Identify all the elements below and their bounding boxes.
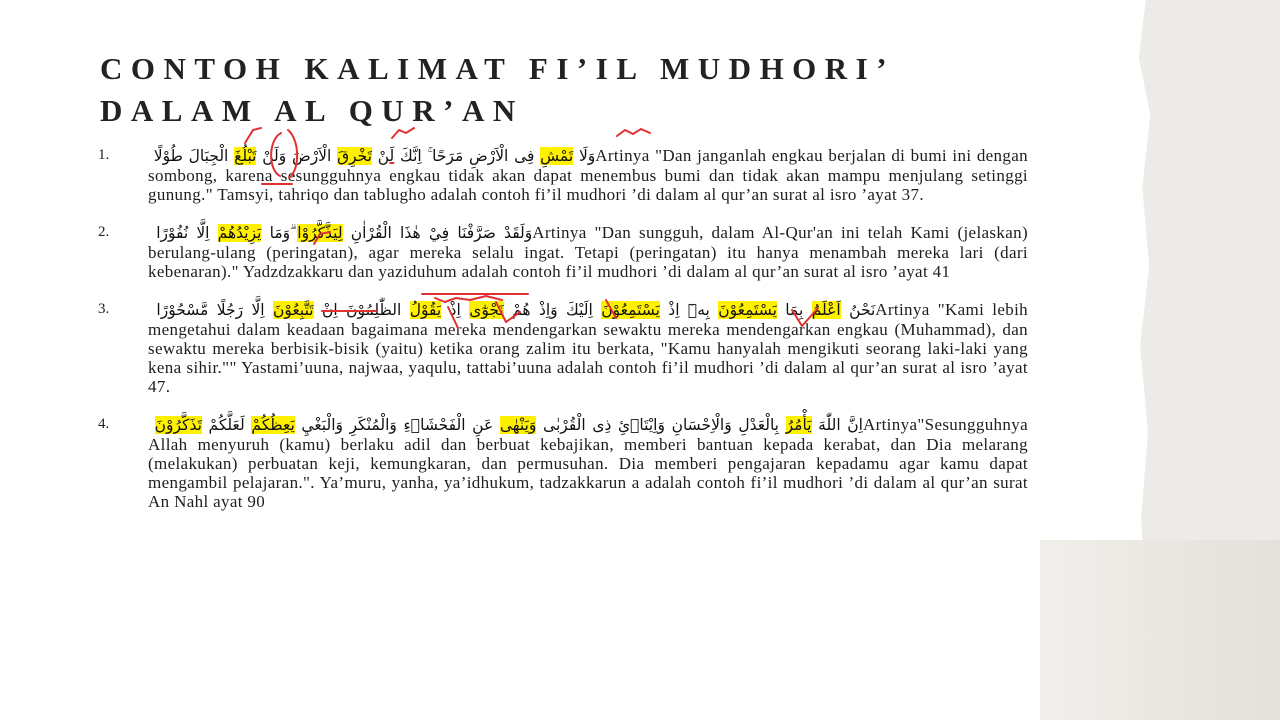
highlighted-verb: تَمْشِ — [540, 147, 574, 165]
item-number: 2. — [98, 224, 110, 240]
translation-text: Artinya"Sesungguhnya Allah menyuruh (kamu) berlaku adil dan berbuat kebajikan, memberi bantuan kepada kerabat, dan Dia melarang (melakukan) perbuatan keji, kemungkaran, dan permusuhan. Dia memberi pengajaran kepadamu agar kamu dapat mengambil pelajaran.". Ya’muru, yanha, ya’idhukum, tadzakkarun a adalah contoh fi’il mudhori ’di dalam al qur’an surat An Nahl ayat 90 — [148, 415, 1028, 511]
arabic-segment: بِالْعَدْلِ وَالْاِحْسَانِ وَاِيْتَاۤئِ ذِى الْقُرْبٰى — [536, 416, 786, 434]
example-item-1 — [98, 146, 1028, 204]
item-number: 1. — [98, 147, 110, 163]
highlighted-verb: يَسْتَمِعُوْنَ — [601, 301, 660, 319]
arabic-verse — [148, 301, 875, 319]
highlighted-verb: تَبْلُغَ — [234, 147, 257, 165]
arabic-segment: عَنِ الْفَحْشَاۤءِ وَالْمُنْكَرِ وَالْبَغْيِ — [294, 416, 500, 434]
translation-text: Artinya "Kami lebih mengetahui dalam keadaan bagaimana mereka mendengarkan sewaktu mereka mendengarkan engkau (Muhammad), dan sewaktu mereka berbisik-bisik (yaitu) ketika orang zalim itu berkata, "Kamu hanyalah mengikuti seorang laki-laki yang kena sihir."" Yastami’uuna, najwaa, yaqulu, tattabi’uuna adalah contoh fi’il mudhori ’di dalam al qur’an surat al isro ’ayat 47. — [148, 300, 1029, 396]
arabic-segment: اِلَّا نُفُوْرًا — [156, 224, 218, 242]
arabic-segment: بِمَا — [776, 301, 812, 319]
item-body — [148, 223, 1028, 281]
arabic-segment: وَلَا — [573, 147, 596, 165]
arabic-segment: فِى الْاَرْضِ مَرَحًا ۚ اِنَّكَ — [394, 147, 541, 165]
item-number: 3. — [98, 301, 110, 317]
highlighted-verb: نَجْوٰٓى — [469, 301, 504, 319]
item-body — [148, 300, 1028, 396]
example-list — [98, 146, 1028, 530]
arabic-segment: اِلَيْكَ وَاِذْ هُمْ — [503, 301, 602, 319]
highlighted-verb: وَيَنْهٰى — [499, 416, 537, 434]
arabic-segment: الْجِبَالَ طُوْلًا — [153, 147, 235, 165]
example-item-4 — [98, 415, 1028, 511]
arabic-verse — [148, 147, 595, 165]
highlighted-verb: لِيَذَّكَّرُوْا — [297, 224, 343, 242]
arabic-verse — [148, 416, 863, 434]
slide-title — [100, 48, 895, 132]
arabic-segment: الظّٰلِمُوْنَ اِنْ — [313, 301, 410, 319]
arabic-segment: نَحْنُ — [840, 301, 876, 319]
arabic-segment: الْاَرْضَ وَلَنْ — [256, 147, 338, 165]
highlighted-verb: يَزِيْدُهُمْ — [217, 224, 262, 242]
arabic-segment: اِذْ — [441, 301, 470, 319]
highlighted-verb: تَذَكَّرُوْنَ — [154, 416, 202, 434]
arabic-segment: ۗوَمَا — [261, 224, 298, 242]
item-body — [148, 415, 1028, 511]
highlighted-verb: يَقُوْلُ — [409, 301, 442, 319]
arabic-segment: وَلَقَدْ صَرَّفْنَا فِيْ هٰذَا الْقُرْاٰنِ — [342, 224, 533, 242]
webcam-overlay — [1040, 540, 1280, 720]
item-body — [148, 146, 1028, 204]
item-number: 4. — [98, 416, 110, 432]
arabic-verse — [148, 224, 532, 242]
arabic-segment: اِنَّ اللّٰهَ — [811, 416, 863, 434]
translation-text: Artinya "Dan sungguh, dalam Al-Qur'an ini telah Kami (jelaskan) berulang-ulang (peringatan), agar mereka selalu ingat. Tetapi (peringatan) itu hanya menambah mereka lari (dari kebenaran)." Yadzdzakkaru dan yaziduhum adalah contoh fi’il mudhori ’di dalam al qur’an surat al isro ’ayat 41 — [148, 223, 1028, 281]
highlighted-verb: يَعِظُكُمْ — [251, 416, 295, 434]
arabic-segment: لَنْ — [377, 147, 395, 165]
slide-title-line-2: DALAM AL QUR’AN — [100, 93, 524, 128]
slide-title-line-1: CONTOH KALIMAT FI’IL MUDHORI’ — [100, 51, 896, 86]
example-item-2 — [98, 223, 1028, 281]
highlighted-verb: اَعْلَمُ — [811, 301, 841, 319]
arabic-segment: لَعَلَّكُمْ — [201, 416, 252, 434]
translation-text: Artinya "Dan janganlah engkau berjalan di bumi ini dengan sombong, karena sesungguhnya engkau tidak akan dapat menembus bumi dan tidak akan mampu menjulang setinggi gunung." Tamsyi, tahriqo dan tablugho adalah contoh fi’il mudhori ’di dalam al qur’an surat al isro ’ayat 37. — [148, 146, 1029, 204]
arabic-segment: اِلَّا رَجُلًا مَّسْحُوْرًا — [156, 301, 274, 319]
highlighted-verb: تَخْرِقَ — [337, 147, 372, 165]
highlighted-verb: تَتَّبِعُوْنَ — [273, 301, 314, 319]
example-item-3 — [98, 300, 1028, 396]
highlighted-verb: يَأْمُرُ — [785, 416, 812, 434]
highlighted-verb: يَسْتَمِعُوْنَ — [718, 301, 777, 319]
arabic-segment: بِهٖٓ اِذْ — [659, 301, 719, 319]
